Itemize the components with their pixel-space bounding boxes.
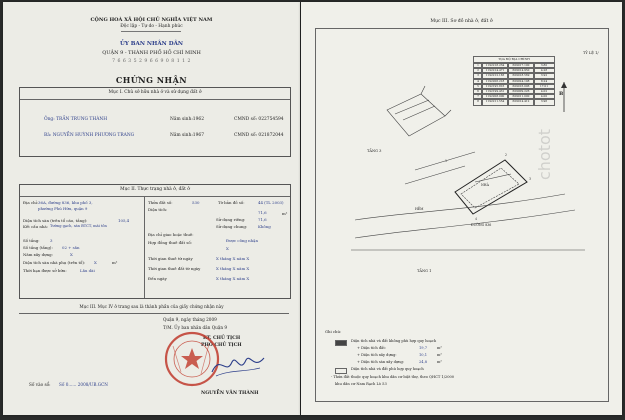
handwritten-signature xyxy=(208,350,268,380)
coord-table-cell-text: 4.02 xyxy=(540,89,548,93)
reg-label: Số vào sổ: xyxy=(29,382,51,387)
coord-table-cell-text: 8 xyxy=(477,99,479,104)
map-section-title: Mục III. Sơ đồ nhà ở, đất ở xyxy=(430,19,493,24)
house-area-label: Diện tích sàn (trên tổ cáo, tầng): xyxy=(23,218,88,223)
house-rooms-value: 02 + sân xyxy=(62,245,80,250)
coord-table-cell-text: 609014.412 xyxy=(512,99,530,104)
land-map-label: Tờ bản đồ số: xyxy=(218,200,245,205)
owner-2-name: Bà: NGUYỄN HUỲNH PHƯƠNG TRANG xyxy=(44,133,135,138)
land-area-value: 71,6 xyxy=(258,210,267,215)
coord-table-cell-text: 4.00 xyxy=(540,94,548,99)
land-term3-value: X tháng X năm X xyxy=(216,276,250,281)
notes-line-4-label: + Diện tích sàn xây dựng: xyxy=(357,360,405,364)
coord-table-cell-text: 1192208.000 xyxy=(485,94,505,99)
coord-table-cell-text: 609014.950 xyxy=(512,68,530,73)
land-contract-value: X xyxy=(226,246,229,251)
house-structure-label: Kết cấu nhà: xyxy=(23,224,49,229)
notes-line-2-value: 19,7 xyxy=(419,346,428,350)
land-term2-value: X tháng X năm X xyxy=(216,266,250,271)
notes-line-7: khu dân cư Nam Rạch Lò 53 xyxy=(335,382,387,386)
coord-table-cell-text: 1192211.554 xyxy=(485,99,505,104)
house-misc-value: X xyxy=(94,260,97,265)
land-term1-value: X tháng X năm X xyxy=(216,256,250,261)
alley-label: HẺM xyxy=(415,207,424,211)
land-area-label: Diện tích: xyxy=(148,207,168,212)
notes-line-2-unit: m² xyxy=(437,346,442,350)
section-3-note: Mục III. Mục IV ở trang sau là thành phần của giấy chứng nhận này xyxy=(79,304,224,309)
house-floors-value: 3 xyxy=(50,238,53,243)
land-contract-label: Hợp đồng thuê đất số: xyxy=(148,240,193,245)
owner-1-id: CMND số: 022754594 xyxy=(234,117,284,122)
district-title: QUẬN 9 - THÀNH PHỐ HỒ CHÍ MINH xyxy=(102,50,201,56)
owner-1-year: Năm sinh:1962 xyxy=(170,117,204,122)
coord-table-cell-text: 17.01 xyxy=(539,83,548,88)
coord-table-cell-text: 1192195.816 xyxy=(485,83,505,88)
house-floors-label: Số tầng: xyxy=(23,238,40,243)
land-plot-sketch xyxy=(325,62,595,282)
land-own-value: 71,6 xyxy=(258,217,267,222)
north-label: B xyxy=(559,91,564,97)
owner-1-name: Ông: TRẦN TRUNG THÀNH xyxy=(44,117,108,122)
house-extra-label: Thời hạn được sở hữu: xyxy=(23,268,67,273)
certificate-title: CHỨNG NHẬN xyxy=(115,75,188,85)
map-scale: TỶ LỆ 1/ xyxy=(583,51,599,55)
land-origin-label: Địa chỉ giao hoặc thuê: xyxy=(148,232,194,237)
coord-table-cell-text: 609009.226 xyxy=(512,89,530,93)
reg-value: Số 0...... 2008/UB.GCN xyxy=(59,382,108,387)
certificate-right-page xyxy=(301,2,622,415)
notes-line-4-value: 24,8 xyxy=(419,360,428,364)
floor-label-upper: TẦNG 3 xyxy=(367,149,382,153)
land-map-value: 44 (TL 2003) xyxy=(258,200,284,205)
notes-line-3-label: + Diện tích xây dựng: xyxy=(357,353,397,357)
house-misc-unit: m² xyxy=(112,260,118,265)
road-label: ĐƯỜNG 836 xyxy=(471,223,492,227)
house-address-2: phường Phú Hữu, quận 9 xyxy=(38,206,88,211)
nation-header: CỘNG HOÀ XÃ HỘI CHỦ NGHĨA VIỆT NAM xyxy=(90,17,213,23)
coord-table-cell-text: 1192206.218 xyxy=(485,78,505,83)
house-rooms-label: Số tầng (tầng): xyxy=(23,245,53,250)
notes-line-2-label: + Diện tích đất: xyxy=(357,346,386,350)
notes-title: Ghi chú: xyxy=(325,329,342,334)
sign-date: Quận 9, ngày tháng 2009 xyxy=(163,317,217,322)
section-2-split xyxy=(144,196,145,298)
legend-swatch-hatched xyxy=(335,340,347,346)
coord-table-cell-text: 3 xyxy=(477,73,479,78)
sign-role-1: KT. CHỦ TỊCH xyxy=(203,336,241,341)
coord-table-cell-text: 609018.569 xyxy=(512,73,530,78)
notes-line-3-value: 10,1 xyxy=(419,353,428,357)
sign-body: T/M. Ủy ban nhân dân Quận 9 xyxy=(163,325,228,330)
motto: Độc lập - Tự do - Hạnh phúc xyxy=(120,24,183,29)
svg-text:4: 4 xyxy=(475,217,478,221)
svg-text:3: 3 xyxy=(529,177,532,181)
coord-table-cell-text: 8.24 xyxy=(540,78,548,83)
house-address-1: 36A, đường 836, khu phố 3, xyxy=(38,200,93,205)
land-term3-label: Đến ngày xyxy=(148,276,167,281)
coord-table-cell-text: 1 xyxy=(477,63,479,67)
coord-table-cell-text: 609017.100 xyxy=(512,63,530,67)
certificate-left-page xyxy=(3,2,300,415)
section-2-box xyxy=(19,184,291,299)
section-2-divider xyxy=(20,196,290,197)
coord-table-cell-text: 3.96 xyxy=(540,99,548,104)
floor-label-lower: TẦNG 1 xyxy=(417,269,432,273)
land-term1-label: Thời gian thuê từ ngày xyxy=(148,256,193,261)
coord-table-cell-text: 1192212.183 xyxy=(485,73,505,78)
owner-2-year: Năm sinh:1967 xyxy=(170,133,204,138)
section-2-title: Mục II. Thực trạng nhà ở, đất ở xyxy=(120,187,190,192)
legend-swatch-empty xyxy=(335,368,347,374)
svg-text:1: 1 xyxy=(445,159,448,163)
notes-line-6: - Thửa đất thuộc quy hoạch khu dân cư biệt thự, theo QHCT 1/2000 xyxy=(331,375,455,379)
land-term2-label: Thời gian thuê đất từ ngày xyxy=(148,266,201,271)
coord-table-cell-text: 4 xyxy=(477,78,479,83)
coord-table-cell-text: 1192218.234 xyxy=(485,63,505,67)
section-1-divider xyxy=(20,99,290,100)
section-1-box xyxy=(19,87,291,157)
notes-line-5: Diện tích nhà và đất phù hợp quy hoạch xyxy=(351,367,424,371)
notes-line-3-unit: m² xyxy=(437,353,442,357)
signer-name: NGUYỄN VĂN THÀNH xyxy=(201,391,259,396)
svg-text:2: 2 xyxy=(505,153,508,157)
house-area-value: 105,4 xyxy=(118,218,130,223)
notes-line-1: Diện tích nhà và đất không phù hợp quy hoạch xyxy=(351,339,437,343)
house-year-label: Năm xây dựng: xyxy=(23,252,53,257)
house-address-label: Địa chỉ: xyxy=(23,200,39,205)
owner-2-id: CMND số: 021872044 xyxy=(234,133,284,138)
house-misc-label: Diện tích sàn nhà phụ (trên tổ): xyxy=(23,260,86,265)
house-structure-value: Tường gạch, sàn BTCT, mái tôn xyxy=(50,224,107,228)
serial-number: 7 6 6 3 5 2 9 6 6 9 0 8 1 1 2 xyxy=(112,59,191,64)
coord-table-cell-text: 5 xyxy=(477,83,479,88)
watermark-text: chotot xyxy=(535,128,554,180)
land-lot-value: 530 xyxy=(192,200,200,205)
coord-table-cell-text: 7 xyxy=(477,94,479,99)
coord-table-cell-text: 4.28 xyxy=(540,68,548,73)
coord-table-cell-text: 609011.000 xyxy=(512,94,530,99)
land-lot-label: Thửa đất số: xyxy=(148,200,173,205)
notes-line-4-unit: m² xyxy=(437,360,442,364)
motto-underline xyxy=(121,31,181,32)
coord-table-header: TỌA ĐỘ ĐỊA CHÍNH xyxy=(498,57,530,61)
authority-title: ỦY BAN NHÂN DÂN xyxy=(119,41,184,47)
land-shared-value: Không xyxy=(258,224,271,229)
coord-table-cell-text: 6 xyxy=(477,89,479,93)
coord-table-cell-text: 609024.108 xyxy=(512,78,530,83)
sign-role-2: PHÓ CHỦ TỊCH xyxy=(201,343,242,348)
building-label: NHÀ xyxy=(481,183,489,187)
coord-table-cell-text: 3.92 xyxy=(540,73,548,78)
land-own-label: Sử dụng riêng: xyxy=(216,217,246,222)
land-origin-value: Được công nhận xyxy=(226,238,258,243)
coord-table-cell-text: 3.80 xyxy=(540,63,548,67)
house-year-value: X xyxy=(70,252,73,257)
section-3-divider xyxy=(19,313,289,314)
coord-table-cell-text: 1192199.431 xyxy=(485,89,505,93)
coord-table-cell-text: 1192214.471 xyxy=(485,68,505,73)
coord-table-cell-text: 2 xyxy=(477,68,479,73)
land-unit: m² xyxy=(282,211,288,216)
land-shared-label: Sử dụng chung: xyxy=(216,224,248,229)
section-1-title: Mục I. Chủ sở hữu nhà ở và sử dụng đất ở xyxy=(108,90,202,95)
coord-table-cell-text: 609016.006 xyxy=(512,83,530,88)
house-extra-value: Lâu dài xyxy=(80,268,95,273)
